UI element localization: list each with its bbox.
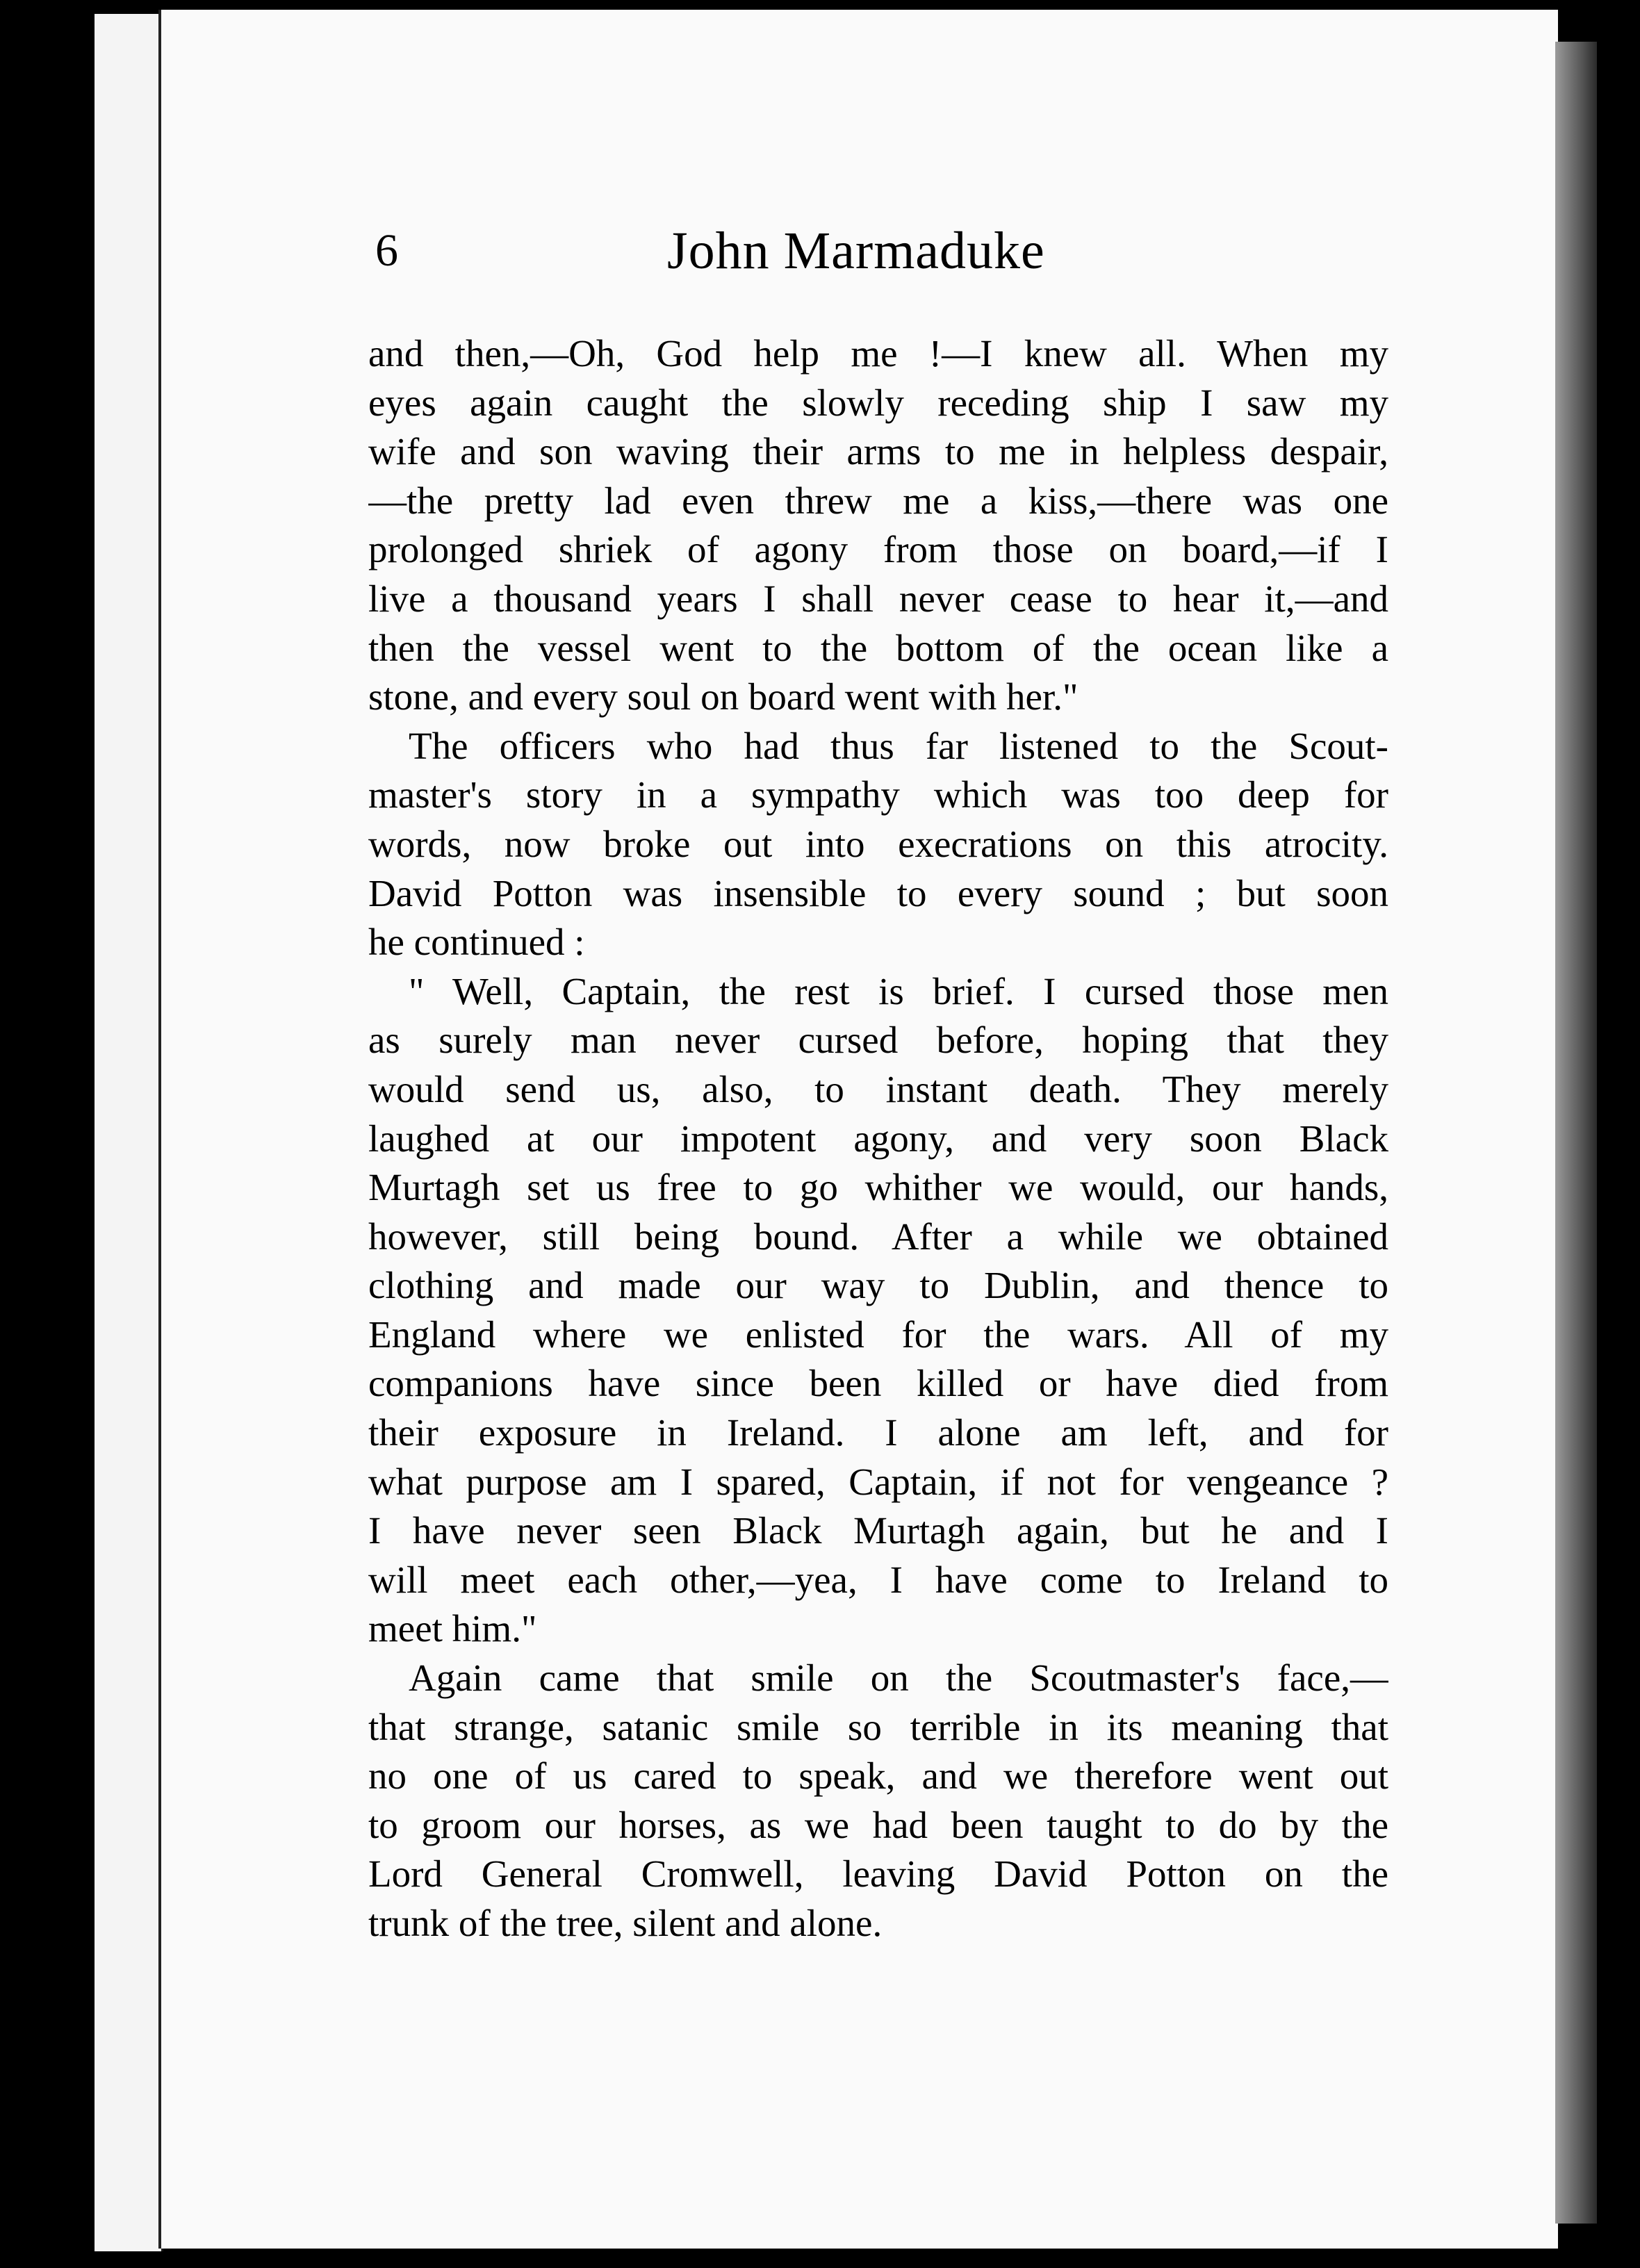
text-line: companions have since been killed or have died from — [368, 1362, 1388, 1405]
text-line: wife and son waving their arms to me in helpless despair, — [368, 430, 1388, 473]
text-line: —the pretty lad even threw me a kiss,—there was one — [368, 479, 1388, 522]
text-line: as surely man never cursed before, hoping that they — [368, 1019, 1388, 1062]
text-line: he continued : — [368, 921, 585, 964]
text-line: I have never seen Black Murtagh again, but he and I — [368, 1509, 1388, 1552]
body-text — [368, 329, 1388, 1948]
paragraph — [368, 1654, 1388, 1948]
text-line: clothing and made our way to Dublin, and thence to — [368, 1264, 1388, 1307]
text-line: and then,—Oh, God help me !—I knew all. When my — [368, 332, 1388, 375]
page-number: 6 — [375, 225, 398, 276]
text-line: live a thousand years I shall never cease to hear it,—and — [368, 577, 1388, 620]
text-line: what purpose am I spared, Captain, if not for vengeance ? — [368, 1460, 1388, 1503]
text-line: David Potton was insensible to every sound ; but soon — [368, 871, 1388, 914]
text-line: Lord General Cromwell, leaving David Potton on the — [368, 1852, 1388, 1896]
text-line: eyes again caught the slowly receding ship I saw my — [368, 381, 1388, 424]
running-title: John Marmaduke — [667, 222, 1045, 280]
gutter-shadow — [1555, 42, 1597, 2224]
paragraph — [368, 329, 1388, 722]
text-line: Murtagh set us free to go whither we would, our hands, — [368, 1166, 1388, 1209]
page-header — [375, 220, 1390, 296]
text-line: laughed at our impotent agony, and very soon Black — [368, 1117, 1388, 1160]
text-line: then the vessel went to the bottom of the ocean like a — [368, 626, 1388, 669]
text-line: Again came that smile on the Scoutmaster's face,— — [409, 1657, 1388, 1700]
text-line: The officers who had thus far listened to the Scout- — [409, 724, 1388, 767]
text-line: to groom our horses, as we had been taught to do by the — [368, 1803, 1388, 1846]
text-line: that strange, satanic smile so terrible in its meaning that — [368, 1705, 1388, 1748]
paragraph — [368, 967, 1388, 1654]
paragraph — [368, 722, 1388, 967]
text-line: words, now broke out into execrations on this atrocity. — [368, 822, 1388, 865]
text-line: will meet each other,—yea, I have come to Ireland to — [368, 1558, 1388, 1601]
text-line: stone, and every soul on board went with her." — [368, 675, 1079, 718]
text-line: trunk of the tree, silent and alone. — [368, 1902, 883, 1944]
text-line: no one of us cared to speak, and we therefore went out — [368, 1755, 1388, 1798]
text-line: would send us, also, to instant death. They merely — [368, 1067, 1388, 1110]
text-line: " Well, Captain, the rest is brief. I cursed those men — [409, 969, 1388, 1012]
text-line: prolonged shriek of agony from those on board,—if I — [368, 528, 1388, 571]
text-line: however, still being bound. After a while we obtained — [368, 1215, 1388, 1258]
text-line: master's story in a sympathy which was too deep for — [368, 773, 1388, 816]
text-line: meet him." — [368, 1607, 537, 1650]
text-line: England where we enlisted for the wars. All of my — [368, 1313, 1388, 1356]
text-line: their exposure in Ireland. I alone am left, and for — [368, 1411, 1388, 1454]
